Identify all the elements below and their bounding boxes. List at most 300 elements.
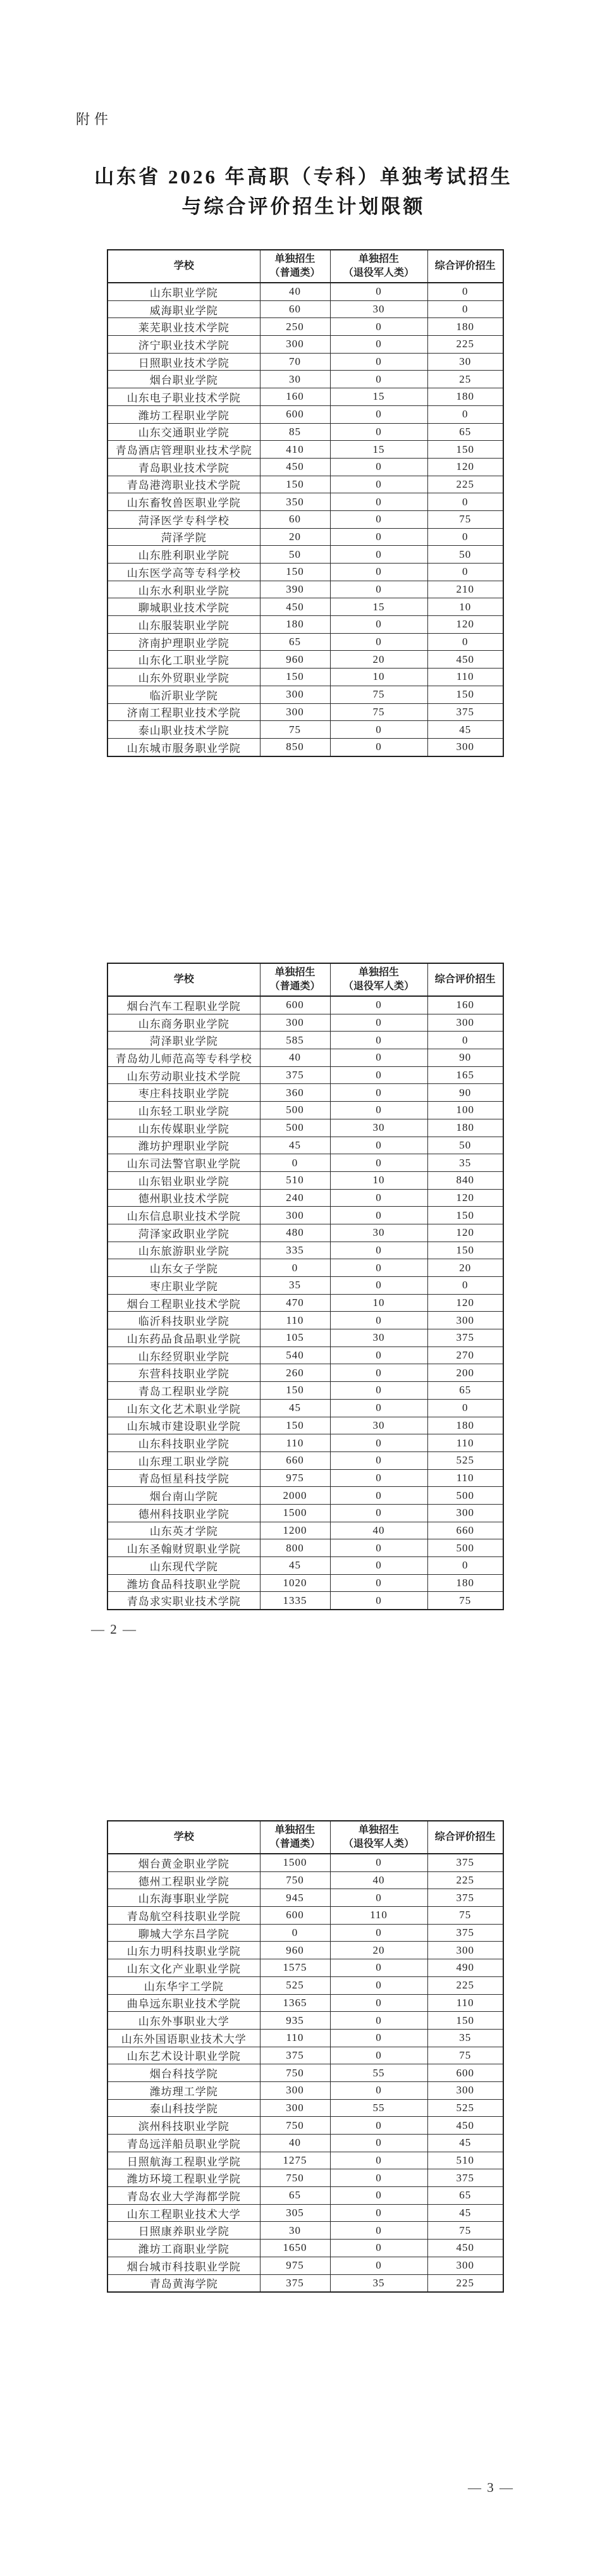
school-cell: 日照职业技术学院 <box>107 353 260 371</box>
separate-general-cell: 40 <box>260 2135 330 2152</box>
school-cell: 烟台汽车工程职业学院 <box>107 996 260 1014</box>
comprehensive-eval-cell: 20 <box>427 1259 503 1277</box>
table-row <box>107 1259 503 1277</box>
school-cell: 潍坊工商职业学院 <box>107 2240 260 2257</box>
quota-table-page2 <box>107 963 504 1610</box>
separate-veteran-cell: 0 <box>330 1014 427 1032</box>
separate-general-cell: 45 <box>260 1137 330 1154</box>
school-cell: 菏泽学院 <box>107 528 260 546</box>
comprehensive-eval-cell: 660 <box>427 1522 503 1539</box>
separate-general-cell: 960 <box>260 1942 330 1959</box>
separate-veteran-cell: 0 <box>330 2152 427 2169</box>
separate-general-cell: 375 <box>260 2274 330 2292</box>
separate-general-cell: 1275 <box>260 2152 330 2169</box>
separate-veteran-cell: 0 <box>330 336 427 354</box>
separate-general-cell: 260 <box>260 1364 330 1382</box>
comprehensive-eval-cell: 110 <box>427 1469 503 1487</box>
separate-veteran-cell: 0 <box>330 546 427 564</box>
comprehensive-eval-cell: 500 <box>427 1539 503 1557</box>
separate-veteran-cell: 75 <box>330 703 427 721</box>
school-cell: 山东职业学院 <box>107 283 260 300</box>
separate-general-cell: 800 <box>260 1539 330 1557</box>
separate-general-cell: 750 <box>260 2117 330 2135</box>
separate-general-cell: 150 <box>260 476 330 493</box>
document-title <box>0 162 607 221</box>
school-cell: 潍坊工程职业学院 <box>107 405 260 423</box>
page-number-2: — 2 — <box>91 1622 137 1637</box>
separate-general-cell: 300 <box>260 686 330 703</box>
table-row <box>107 996 503 1014</box>
comprehensive-eval-cell: 75 <box>427 2047 503 2064</box>
separate-veteran-cell: 30 <box>330 300 427 318</box>
comprehensive-eval-cell: 165 <box>427 1066 503 1084</box>
separate-general-cell: 1650 <box>260 2240 330 2257</box>
table-row <box>107 1014 503 1032</box>
header-row <box>107 250 503 283</box>
separate-general-cell: 600 <box>260 405 330 423</box>
school-cell: 青岛酒店管理职业技术学院 <box>107 441 260 459</box>
school-cell: 青岛航空科技职业学院 <box>107 1907 260 1925</box>
school-cell: 山东化工职业学院 <box>107 651 260 669</box>
school-cell: 山东胜利职业学院 <box>107 546 260 564</box>
table-row <box>107 353 503 371</box>
table-row <box>107 318 503 336</box>
comprehensive-eval-cell: 200 <box>427 1364 503 1382</box>
comprehensive-eval-cell: 180 <box>427 1574 503 1592</box>
separate-veteran-cell: 0 <box>330 2204 427 2222</box>
table-row <box>107 721 503 739</box>
comprehensive-eval-cell: 600 <box>427 2064 503 2082</box>
comprehensive-eval-cell: 50 <box>427 1137 503 1154</box>
comprehensive-eval-cell: 75 <box>427 510 503 528</box>
school-cell: 日照康养职业学院 <box>107 2222 260 2240</box>
table-row <box>107 1119 503 1137</box>
separate-general-cell: 110 <box>260 1434 330 1452</box>
separate-general-cell: 40 <box>260 283 330 300</box>
separate-veteran-cell: 40 <box>330 1522 427 1539</box>
school-cell: 潍坊环境工程职业学院 <box>107 2169 260 2187</box>
quota-table-page1 <box>107 249 504 757</box>
separate-general-cell: 960 <box>260 651 330 669</box>
table-row <box>107 2135 503 2152</box>
separate-general-cell: 1020 <box>260 1574 330 1592</box>
comprehensive-eval-cell: 0 <box>427 283 503 300</box>
school-cell: 泰山科技学院 <box>107 2099 260 2117</box>
school-cell: 聊城职业技术学院 <box>107 598 260 616</box>
comprehensive-eval-cell: 75 <box>427 2222 503 2240</box>
comprehensive-eval-cell: 300 <box>427 1942 503 1959</box>
school-cell: 菏泽职业学院 <box>107 1032 260 1049</box>
table-row <box>107 2222 503 2240</box>
page-number-3: — 3 — <box>468 2480 514 2495</box>
separate-general-cell: 250 <box>260 318 330 336</box>
comprehensive-eval-cell: 375 <box>427 1889 503 1907</box>
separate-general-cell: 0 <box>260 1924 330 1942</box>
attachment-label: 附件 <box>76 111 113 127</box>
school-cell: 山东文化艺术职业学院 <box>107 1399 260 1417</box>
school-cell: 山东传媒职业学院 <box>107 1119 260 1137</box>
table-row <box>107 1592 503 1610</box>
comprehensive-eval-cell: 0 <box>427 564 503 581</box>
table-row <box>107 1889 503 1907</box>
comprehensive-eval-cell: 90 <box>427 1049 503 1067</box>
table-row <box>107 2047 503 2064</box>
separate-veteran-cell: 30 <box>330 1119 427 1137</box>
school-cell: 山东交通职业学院 <box>107 423 260 441</box>
school-cell: 山东外贸职业学院 <box>107 669 260 686</box>
comprehensive-eval-cell: 120 <box>427 616 503 634</box>
table-row <box>107 1522 503 1539</box>
separate-general-cell: 470 <box>260 1294 330 1312</box>
school-cell: 烟台城市科技职业学院 <box>107 2257 260 2274</box>
column-header-separate-general: 单独招生 （普通类） <box>260 250 330 283</box>
comprehensive-eval-cell: 150 <box>427 1207 503 1224</box>
comprehensive-eval-cell: 50 <box>427 546 503 564</box>
table-row <box>107 1066 503 1084</box>
table-row <box>107 336 503 354</box>
separate-general-cell: 1335 <box>260 1592 330 1610</box>
separate-veteran-cell: 0 <box>330 2135 427 2152</box>
table-row <box>107 528 503 546</box>
separate-veteran-cell: 0 <box>330 1102 427 1119</box>
separate-veteran-cell: 0 <box>330 1137 427 1154</box>
table-row <box>107 2187 503 2205</box>
comprehensive-eval-cell: 180 <box>427 318 503 336</box>
separate-general-cell: 240 <box>260 1189 330 1207</box>
separate-veteran-cell: 0 <box>330 1154 427 1172</box>
separate-veteran-cell: 0 <box>330 1049 427 1067</box>
table-row <box>107 1504 503 1522</box>
table-row <box>107 2012 503 2030</box>
school-cell: 潍坊食品科技职业学院 <box>107 1574 260 1592</box>
school-cell: 山东经贸职业学院 <box>107 1347 260 1364</box>
table-row <box>107 1224 503 1242</box>
separate-veteran-cell: 10 <box>330 669 427 686</box>
table-row <box>107 458 503 476</box>
table-row <box>107 1539 503 1557</box>
school-cell: 临沂职业学院 <box>107 686 260 703</box>
separate-veteran-cell: 20 <box>330 1942 427 1959</box>
separate-veteran-cell: 0 <box>330 1312 427 1329</box>
school-cell: 临沂科技职业学院 <box>107 1312 260 1329</box>
school-cell: 烟台黄金职业学院 <box>107 1854 260 1871</box>
school-cell: 青岛港湾职业技术学院 <box>107 476 260 493</box>
comprehensive-eval-cell: 35 <box>427 2029 503 2047</box>
school-cell: 东营科技职业学院 <box>107 1364 260 1382</box>
comprehensive-eval-cell: 0 <box>427 1277 503 1295</box>
separate-veteran-cell: 30 <box>330 1417 427 1434</box>
school-cell: 山东铝业职业学院 <box>107 1171 260 1189</box>
comprehensive-eval-cell: 300 <box>427 1504 503 1522</box>
column-header-comprehensive-eval: 综合评价招生 <box>427 250 503 283</box>
separate-veteran-cell: 0 <box>330 1066 427 1084</box>
school-cell: 济南工程职业技术学院 <box>107 703 260 721</box>
comprehensive-eval-cell: 0 <box>427 300 503 318</box>
table-row <box>107 2240 503 2257</box>
separate-veteran-cell: 40 <box>330 1871 427 1889</box>
separate-general-cell: 945 <box>260 1889 330 1907</box>
document-title-line1: 山东省 2026 年高职（专科）单独考试招生 <box>94 166 513 188</box>
school-cell: 菏泽家政职业学院 <box>107 1224 260 1242</box>
school-cell: 山东轻工职业学院 <box>107 1102 260 1119</box>
school-cell: 山东圣翰财贸职业学院 <box>107 1539 260 1557</box>
separate-general-cell: 2000 <box>260 1487 330 1505</box>
comprehensive-eval-cell: 450 <box>427 2240 503 2257</box>
separate-veteran-cell: 0 <box>330 493 427 511</box>
table-row <box>107 686 503 703</box>
table-row <box>107 1994 503 2012</box>
separate-veteran-cell: 0 <box>330 458 427 476</box>
table-row <box>107 1347 503 1364</box>
table-row <box>107 1434 503 1452</box>
separate-veteran-cell: 30 <box>330 1329 427 1347</box>
table-row <box>107 1907 503 1925</box>
separate-general-cell: 45 <box>260 1399 330 1417</box>
comprehensive-eval-cell: 450 <box>427 651 503 669</box>
school-cell: 日照航海工程职业学院 <box>107 2152 260 2169</box>
separate-general-cell: 450 <box>260 458 330 476</box>
separate-veteran-cell: 0 <box>330 510 427 528</box>
separate-veteran-cell: 0 <box>330 405 427 423</box>
separate-general-cell: 40 <box>260 1049 330 1067</box>
separate-general-cell: 180 <box>260 616 330 634</box>
school-cell: 山东商务职业学院 <box>107 1014 260 1032</box>
school-cell: 青岛幼儿师范高等专科学校 <box>107 1049 260 1067</box>
separate-general-cell: 300 <box>260 703 330 721</box>
table-row <box>107 581 503 598</box>
school-cell: 烟台工程职业技术学院 <box>107 1294 260 1312</box>
school-cell: 威海职业学院 <box>107 300 260 318</box>
school-cell: 山东女子学院 <box>107 1259 260 1277</box>
table-row <box>107 1207 503 1224</box>
separate-veteran-cell: 0 <box>330 1434 427 1452</box>
school-cell: 山东力明科技职业学院 <box>107 1942 260 1959</box>
separate-general-cell: 500 <box>260 1119 330 1137</box>
separate-general-cell: 20 <box>260 528 330 546</box>
table-row <box>107 616 503 634</box>
separate-veteran-cell: 30 <box>330 1224 427 1242</box>
table-row <box>107 1102 503 1119</box>
column-header-school: 学校 <box>107 1821 260 1854</box>
separate-veteran-cell: 0 <box>330 1994 427 2012</box>
comprehensive-eval-cell: 500 <box>427 1487 503 1505</box>
separate-veteran-cell: 0 <box>330 1451 427 1469</box>
school-cell: 山东信息职业技术学院 <box>107 1207 260 1224</box>
separate-veteran-cell: 0 <box>330 283 427 300</box>
table-row <box>107 405 503 423</box>
separate-general-cell: 150 <box>260 669 330 686</box>
table-row <box>107 1382 503 1400</box>
separate-veteran-cell: 0 <box>330 1504 427 1522</box>
separate-general-cell: 975 <box>260 2257 330 2274</box>
comprehensive-eval-cell: 180 <box>427 1119 503 1137</box>
column-header-comprehensive-eval: 综合评价招生 <box>427 1821 503 1854</box>
separate-veteran-cell: 0 <box>330 528 427 546</box>
table-row <box>107 1871 503 1889</box>
table-row <box>107 546 503 564</box>
school-cell: 曲阜远东职业技术学院 <box>107 1994 260 2012</box>
separate-veteran-cell: 0 <box>330 581 427 598</box>
table-row <box>107 1417 503 1434</box>
school-cell: 青岛求实职业技术学院 <box>107 1592 260 1610</box>
table-row <box>107 371 503 388</box>
school-cell: 山东海事职业学院 <box>107 1889 260 1907</box>
table-row <box>107 669 503 686</box>
separate-general-cell: 305 <box>260 2204 330 2222</box>
separate-veteran-cell: 0 <box>330 2240 427 2257</box>
table-row <box>107 1171 503 1189</box>
comprehensive-eval-cell: 75 <box>427 1592 503 1610</box>
separate-veteran-cell: 0 <box>330 2187 427 2205</box>
table-row <box>107 2064 503 2082</box>
separate-veteran-cell: 0 <box>330 1084 427 1102</box>
separate-general-cell: 375 <box>260 2047 330 2064</box>
separate-general-cell: 600 <box>260 1907 330 1925</box>
table-row <box>107 2117 503 2135</box>
school-cell: 山东畜牧兽医职业学院 <box>107 493 260 511</box>
separate-general-cell: 300 <box>260 336 330 354</box>
school-cell: 潍坊理工学院 <box>107 2081 260 2099</box>
table-row <box>107 1924 503 1942</box>
separate-veteran-cell: 0 <box>330 721 427 739</box>
separate-veteran-cell: 0 <box>330 353 427 371</box>
separate-general-cell: 0 <box>260 1154 330 1172</box>
table-row <box>107 1364 503 1382</box>
separate-veteran-cell: 0 <box>330 2029 427 2047</box>
separate-general-cell: 410 <box>260 441 330 459</box>
comprehensive-eval-cell: 300 <box>427 738 503 756</box>
quota-table-page3 <box>107 1820 504 2293</box>
school-cell: 烟台职业学院 <box>107 371 260 388</box>
comprehensive-eval-cell: 120 <box>427 1189 503 1207</box>
table-row <box>107 2081 503 2099</box>
table-row <box>107 476 503 493</box>
separate-veteran-cell: 0 <box>330 1487 427 1505</box>
separate-general-cell: 360 <box>260 1084 330 1102</box>
school-cell: 滨州科技职业学院 <box>107 2117 260 2135</box>
comprehensive-eval-cell: 65 <box>427 423 503 441</box>
comprehensive-eval-cell: 120 <box>427 458 503 476</box>
column-header-school: 学校 <box>107 250 260 283</box>
table-row <box>107 564 503 581</box>
comprehensive-eval-cell: 75 <box>427 1907 503 1925</box>
table-row <box>107 703 503 721</box>
separate-veteran-cell: 10 <box>330 1171 427 1189</box>
school-cell: 青岛远洋船员职业学院 <box>107 2135 260 2152</box>
separate-veteran-cell: 0 <box>330 1382 427 1400</box>
school-cell: 山东城市建设职业学院 <box>107 1417 260 1434</box>
comprehensive-eval-cell: 100 <box>427 1102 503 1119</box>
separate-veteran-cell: 0 <box>330 1207 427 1224</box>
comprehensive-eval-cell: 0 <box>427 493 503 511</box>
separate-veteran-cell: 55 <box>330 2064 427 2082</box>
table-row <box>107 1976 503 1994</box>
separate-general-cell: 750 <box>260 1871 330 1889</box>
separate-veteran-cell: 0 <box>330 2117 427 2135</box>
header-row <box>107 963 503 996</box>
school-cell: 山东英才学院 <box>107 1522 260 1539</box>
comprehensive-eval-cell: 300 <box>427 1014 503 1032</box>
separate-veteran-cell: 0 <box>330 2012 427 2030</box>
separate-veteran-cell: 0 <box>330 1189 427 1207</box>
separate-general-cell: 45 <box>260 1557 330 1575</box>
separate-general-cell: 1500 <box>260 1504 330 1522</box>
school-cell: 山东艺术设计职业学院 <box>107 2047 260 2064</box>
comprehensive-eval-cell: 0 <box>427 405 503 423</box>
separate-veteran-cell: 0 <box>330 1889 427 1907</box>
table-row <box>107 1451 503 1469</box>
separate-general-cell: 150 <box>260 564 330 581</box>
school-cell: 济南护理职业学院 <box>107 633 260 651</box>
table-row <box>107 388 503 406</box>
separate-general-cell: 335 <box>260 1242 330 1259</box>
table-row <box>107 1084 503 1102</box>
table-row <box>107 1312 503 1329</box>
column-header-school: 学校 <box>107 963 260 996</box>
comprehensive-eval-cell: 180 <box>427 388 503 406</box>
comprehensive-eval-cell: 300 <box>427 2257 503 2274</box>
school-cell: 山东医学高等专科学校 <box>107 564 260 581</box>
separate-veteran-cell: 55 <box>330 2099 427 2117</box>
separate-veteran-cell: 10 <box>330 1294 427 1312</box>
table-row <box>107 1242 503 1259</box>
separate-general-cell: 480 <box>260 1224 330 1242</box>
table-row <box>107 1469 503 1487</box>
comprehensive-eval-cell: 525 <box>427 2099 503 2117</box>
comprehensive-eval-cell: 120 <box>427 1294 503 1312</box>
separate-general-cell: 300 <box>260 2099 330 2117</box>
separate-veteran-cell: 0 <box>330 1592 427 1610</box>
school-cell: 青岛恒星科技学院 <box>107 1469 260 1487</box>
separate-veteran-cell: 0 <box>330 1854 427 1871</box>
comprehensive-eval-cell: 45 <box>427 721 503 739</box>
separate-veteran-cell: 0 <box>330 633 427 651</box>
comprehensive-eval-cell: 225 <box>427 1871 503 1889</box>
comprehensive-eval-cell: 0 <box>427 528 503 546</box>
school-cell: 山东劳动职业技术学院 <box>107 1066 260 1084</box>
comprehensive-eval-cell: 25 <box>427 371 503 388</box>
column-header-separate-veteran: 单独招生 （退役军人类） <box>330 1821 427 1854</box>
column-header-separate-general: 单独招生 （普通类） <box>260 1821 330 1854</box>
separate-veteran-cell: 0 <box>330 1539 427 1557</box>
comprehensive-eval-cell: 840 <box>427 1171 503 1189</box>
school-cell: 聊城大学东昌学院 <box>107 1924 260 1942</box>
separate-veteran-cell: 0 <box>330 476 427 493</box>
table-row <box>107 2274 503 2292</box>
separate-general-cell: 510 <box>260 1171 330 1189</box>
school-cell: 青岛农业大学海都学院 <box>107 2187 260 2205</box>
table-row <box>107 2029 503 2047</box>
table-row <box>107 1154 503 1172</box>
table-row <box>107 651 503 669</box>
comprehensive-eval-cell: 375 <box>427 703 503 721</box>
table-row <box>107 1137 503 1154</box>
separate-veteran-cell: 0 <box>330 1469 427 1487</box>
school-cell: 山东城市服务职业学院 <box>107 738 260 756</box>
separate-general-cell: 60 <box>260 510 330 528</box>
table-row <box>107 2152 503 2169</box>
school-cell: 山东水利职业学院 <box>107 581 260 598</box>
separate-general-cell: 1200 <box>260 1522 330 1539</box>
separate-general-cell: 160 <box>260 388 330 406</box>
separate-veteran-cell: 0 <box>330 371 427 388</box>
table-row <box>107 633 503 651</box>
separate-general-cell: 540 <box>260 1347 330 1364</box>
separate-veteran-cell: 0 <box>330 1364 427 1382</box>
table-row <box>107 1277 503 1295</box>
separate-veteran-cell: 0 <box>330 1924 427 1942</box>
separate-veteran-cell: 0 <box>330 1399 427 1417</box>
